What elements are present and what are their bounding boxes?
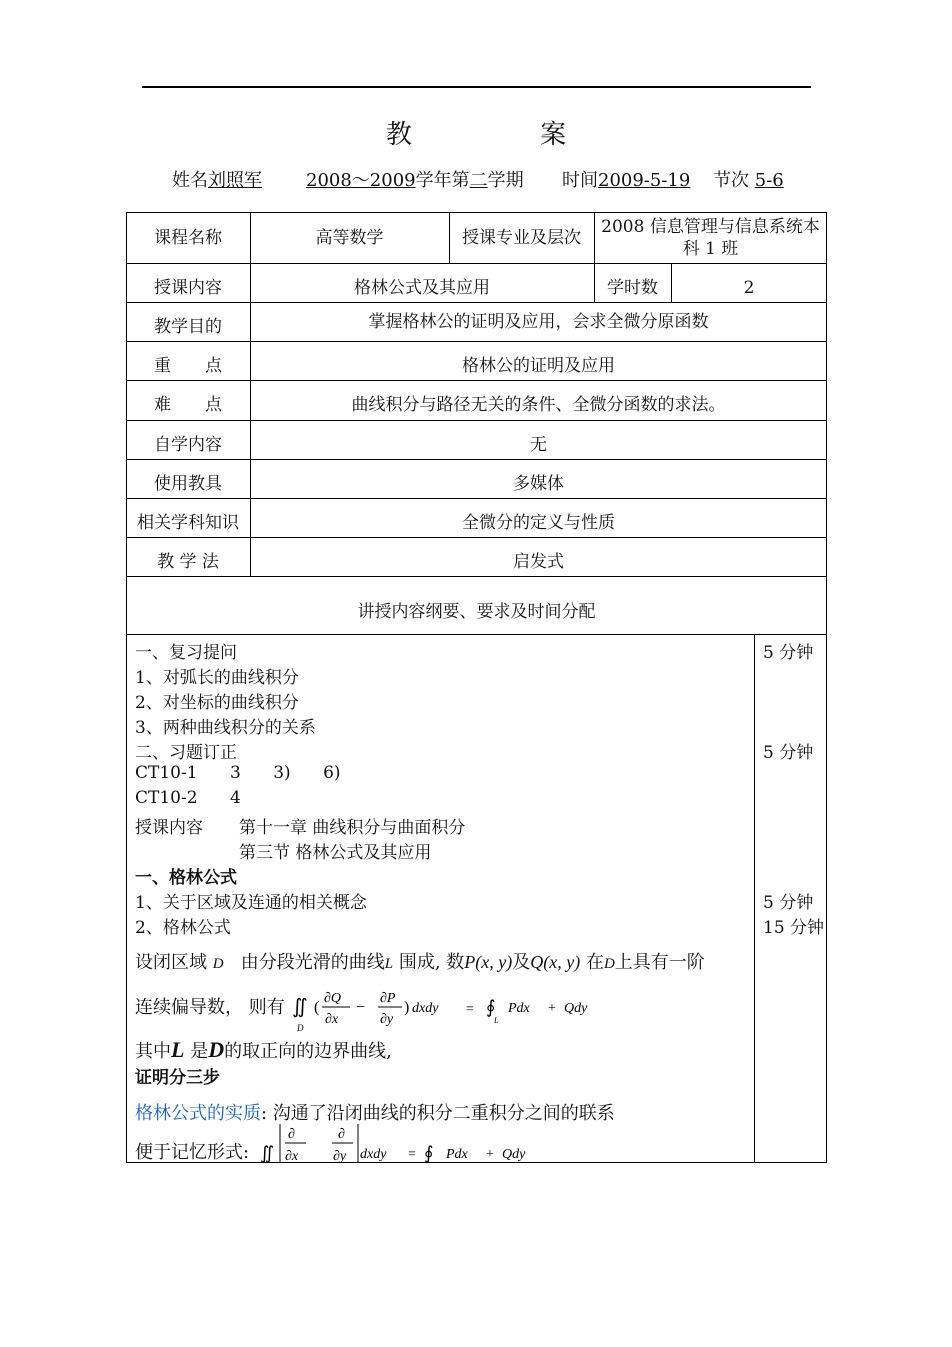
key-point-value: 格林公的证明及应用 xyxy=(462,355,615,376)
tools-label: 使用教具 xyxy=(154,473,222,494)
svg-text:Qdy: Qdy xyxy=(564,1001,588,1016)
svg-text:Pdx: Pdx xyxy=(446,1147,468,1162)
page-title: 教 案 xyxy=(385,120,627,150)
svg-text:+: + xyxy=(548,1001,556,1016)
concept-item-1: 1、关于区域及连通的相关概念 xyxy=(135,893,367,913)
course-name: 高等数学 xyxy=(315,227,384,248)
term-number: 二 xyxy=(469,170,488,191)
boundary-part-1: 其中 xyxy=(135,1041,171,1062)
major-line-2: 科 1 班 xyxy=(682,238,739,259)
course-label: 课程名称 xyxy=(154,227,222,248)
teacher-name: 刘照军 xyxy=(208,170,262,191)
exercise-line-2: CT10-2 4 xyxy=(135,788,241,808)
green-formula xyxy=(290,983,610,1035)
difficulty-label: 难 点 xyxy=(154,394,222,415)
svg-text:(: ( xyxy=(314,999,320,1016)
essence-label: 格林公式的实质 xyxy=(135,1103,261,1124)
svg-text:∮: ∮ xyxy=(424,1143,434,1162)
theorem-statement: 设闭区域 D 由分段光滑的曲线L 围成, 数P(x, y)及Q(x, y) 在D上具有一阶 xyxy=(135,952,705,973)
content-value: 格林公式及其应用 xyxy=(354,277,490,298)
svg-text:∂: ∂ xyxy=(288,1127,295,1142)
self-study-value: 无 xyxy=(530,434,547,455)
theorem-part-2: 由分段光滑的曲线 xyxy=(240,952,385,973)
svg-text:D: D xyxy=(297,1023,304,1033)
svg-text:=: = xyxy=(466,1002,474,1017)
name-field xyxy=(172,166,262,192)
goal-value: 掌握格林公的证明及应用，会求全微分原函数 xyxy=(368,311,709,332)
term-field xyxy=(306,166,524,192)
green-formula-heading: 一、格林公式 xyxy=(135,868,237,888)
time-allocation-2: 5 分钟 xyxy=(763,743,814,763)
svg-text:∬: ∬ xyxy=(292,996,308,1018)
method-label: 教 学 法 xyxy=(157,551,219,572)
theorem-part-4: 在 xyxy=(585,952,604,973)
svg-text:∂: ∂ xyxy=(338,1127,345,1142)
theorem-part-5: 上具有一阶 xyxy=(614,952,705,973)
section-title: 第三节 格林公式及其应用 xyxy=(239,843,432,863)
content-label: 授课内容 xyxy=(154,277,222,298)
theorem-part-1: 设闭区域 xyxy=(135,952,207,973)
svg-text:=: = xyxy=(408,1147,416,1162)
svg-text:−: − xyxy=(356,999,366,1016)
tools-value: 多媒体 xyxy=(513,473,564,494)
continuity-text: 连续偏导数， 则有 xyxy=(135,997,285,1018)
svg-text:∂x: ∂x xyxy=(285,1149,299,1162)
svg-text:∂P: ∂P xyxy=(380,991,396,1006)
difficulty-value: 曲线积分与路径无关的条件、全微分函数的求法。 xyxy=(351,394,726,415)
method-value: 启发式 xyxy=(513,551,564,572)
key-point-label: 重 点 xyxy=(154,355,222,376)
memory-form-label: 便于记忆形式: xyxy=(135,1142,250,1163)
lesson-content-label: 授课内容 xyxy=(135,818,203,838)
header-rule xyxy=(142,86,811,88)
svg-text:Pdx: Pdx xyxy=(508,1001,530,1016)
boundary-part-2: 是 xyxy=(190,1041,209,1062)
term-year: 2008～2009 xyxy=(306,170,416,191)
time-allocation-1: 5 分钟 xyxy=(763,643,814,663)
hours-value: 2 xyxy=(743,277,755,298)
review-item-1: 1、对弧长的曲线积分 xyxy=(135,668,299,688)
exercise-line-1: CT10-1 3 3) 6) xyxy=(135,763,341,783)
svg-text:L: L xyxy=(494,1016,499,1025)
period-field xyxy=(713,166,784,192)
review-item-3: 3、两种曲线积分的关系 xyxy=(135,718,316,738)
row-divider xyxy=(126,634,827,635)
time-allocation-4: 15 分钟 xyxy=(763,918,825,938)
related-label: 相关学科知识 xyxy=(137,512,239,533)
essence-text: : 沟通了沿闭曲线的积分二重积分之间的联系 xyxy=(261,1103,615,1124)
svg-text:∬: ∬ xyxy=(260,1143,275,1162)
term-end: 学期 xyxy=(487,170,524,191)
proof-note: 证明分三步 xyxy=(135,1068,220,1088)
col-divider xyxy=(754,634,755,1163)
time-value: 2009-5-19 xyxy=(598,170,691,191)
svg-text:+: + xyxy=(486,1147,494,1162)
goal-label: 教学目的 xyxy=(154,316,222,337)
review-heading: 一、复习提问 xyxy=(135,643,237,663)
hours-label: 学时数 xyxy=(607,277,658,298)
svg-text:dxdy: dxdy xyxy=(360,1147,387,1162)
time-field xyxy=(562,166,690,192)
major-value xyxy=(594,212,827,263)
svg-text:∂y: ∂y xyxy=(380,1012,394,1027)
time-allocation-3: 5 分钟 xyxy=(763,893,814,913)
theorem-part-3: 围成, 数 xyxy=(398,952,465,973)
svg-text:∂y: ∂y xyxy=(333,1149,347,1162)
svg-text:): ) xyxy=(404,999,410,1016)
review-item-2: 2、对坐标的曲线积分 xyxy=(135,693,299,713)
major-line-1: 2008 信息管理与信息系统本 xyxy=(601,216,820,237)
memory-form-formula xyxy=(258,1122,558,1162)
related-value: 全微分的定义与性质 xyxy=(462,512,615,533)
period-value: 5-6 xyxy=(754,170,784,191)
chapter-title: 第十一章 曲线积分与曲面积分 xyxy=(239,818,466,838)
boundary-note: 其中L 是D的取正向的边界曲线, xyxy=(135,1037,392,1062)
exercise-heading: 二、习题订正 xyxy=(135,743,237,763)
svg-text:∮: ∮ xyxy=(486,997,496,1017)
concept-item-2: 2、格林公式 xyxy=(135,918,231,938)
major-label: 授课专业及层次 xyxy=(462,227,581,248)
term-mid: 学年第 xyxy=(415,170,470,191)
period-label: 节次 xyxy=(713,170,749,191)
row-divider xyxy=(126,263,827,264)
name-label: 姓名 xyxy=(172,170,208,191)
svg-text:∂Q: ∂Q xyxy=(324,991,342,1006)
boundary-part-3: 的取正向的边界曲线, xyxy=(224,1041,392,1062)
svg-text:∂x: ∂x xyxy=(325,1012,339,1027)
svg-text:Qdy: Qdy xyxy=(502,1147,526,1162)
time-label: 时间 xyxy=(562,170,598,191)
outline-header: 讲授内容纲要、要求及时间分配 xyxy=(357,602,596,622)
svg-text:dxdy: dxdy xyxy=(412,1001,439,1016)
self-study-label: 自学内容 xyxy=(154,434,222,455)
